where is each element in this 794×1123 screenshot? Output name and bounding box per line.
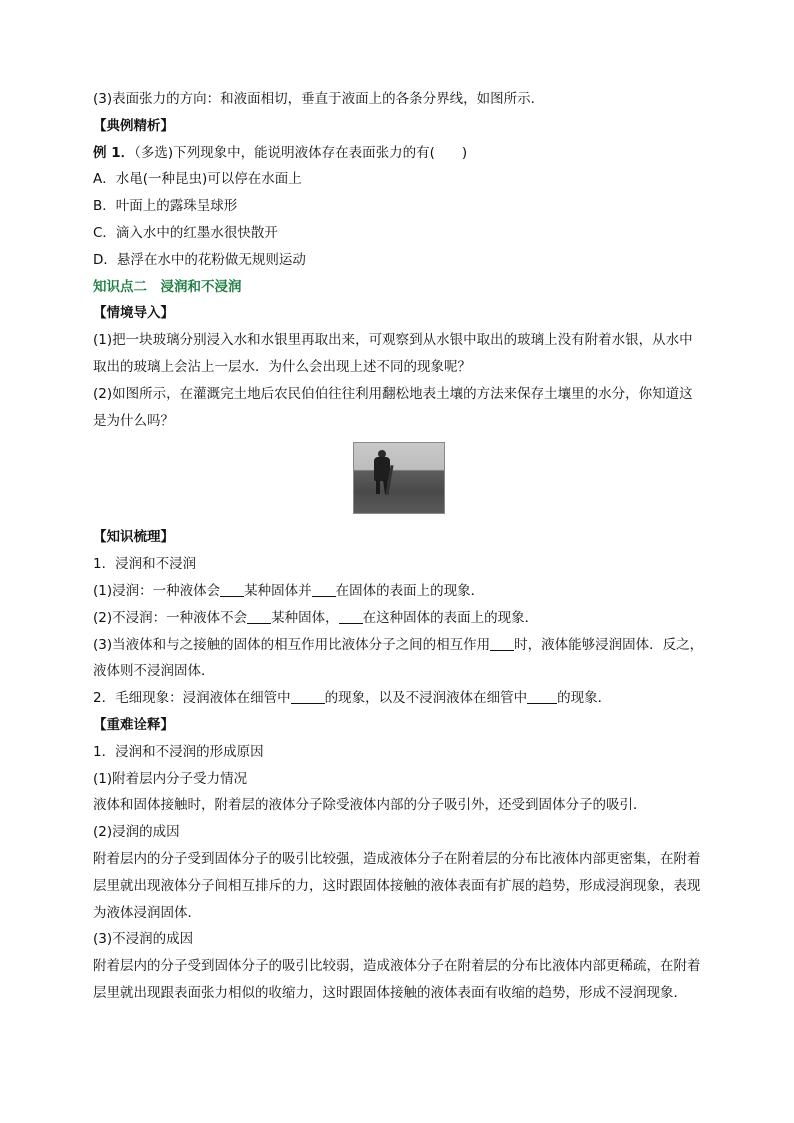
review-p2-text-c: 在这种固体的表面上的现象．	[362, 609, 539, 626]
section-difficult-heading: 【重难诠释】	[93, 716, 174, 733]
review-h2-text-c: 的现象．	[557, 690, 612, 707]
option-b: B．叶面上的露珠呈球形	[93, 198, 238, 215]
review-p2	[93, 605, 705, 632]
review-p1-text-a: (1)浸润：一种液体会	[93, 582, 221, 599]
intro-line: (3)表面张力的方向：和液面相切，垂直于液面上的各条分界线，如图所示．	[93, 91, 545, 107]
fill-blank[interactable]	[312, 582, 336, 597]
review-h2-text-a: 2．毛细现象：浸润液体在细管中	[93, 690, 291, 707]
fill-blank[interactable]	[339, 609, 363, 624]
option-a: A．水黾(一种昆虫)可以停在水面上	[93, 171, 302, 188]
review-p3-text-a: (3)当液体和与之接触的固体的相互作用比液体分子之间的相互作用	[93, 636, 491, 653]
review-p1-text-c: 在固体的表面上的现象．	[335, 582, 485, 599]
fill-blank[interactable]	[220, 582, 244, 597]
review-h2	[93, 685, 705, 712]
option-c: C．滴入水中的红墨水很快散开	[93, 224, 278, 241]
fill-blank[interactable]	[490, 636, 514, 651]
difficult-t3: 附着层内的分子受到固体分子的吸引比较弱，造成液体分子在附着层的分布比液体内部更稀疏，在附着层里就出现跟表面张力相似的收缩力，这时跟固体接触的液体表面有收缩的趋势，形成不浸润现象．	[93, 958, 701, 1001]
farmer-field-photo	[353, 442, 445, 514]
difficult-s2: (2)浸润的成因	[93, 824, 180, 841]
example-stem: （多选)下列现象中，能说明液体存在表面张力的有( )	[134, 144, 468, 161]
review-p2-text-a: (2)不浸润：一种液体不会	[93, 609, 248, 626]
fill-blank[interactable]	[291, 689, 325, 704]
review-p1-text-b: 某种固体并	[244, 582, 312, 599]
example-label: 例 1．	[93, 144, 135, 161]
difficult-h1: 1．浸润和不浸润的形成原因	[93, 743, 264, 760]
difficult-s1: (1)附着层内分子受力情况	[93, 770, 248, 787]
difficult-t1: 液体和固体接触时，附着层的液体分子除受液体内部的分子吸引外，还受到固体分子的吸引．	[93, 797, 647, 814]
figure-container	[93, 442, 705, 514]
review-p3-text-b: 时，液体能够浸润固体．反之，液体则不浸润固体．	[93, 636, 704, 680]
review-p1	[93, 578, 705, 605]
difficult-s3: (3)不浸润的成因	[93, 931, 194, 948]
section-scenario-heading: 【情境导入】	[93, 305, 174, 322]
section-example-heading: 【典例精析】	[93, 117, 174, 134]
section-review-heading: 【知识梳理】	[93, 529, 174, 546]
review-p3	[93, 632, 705, 686]
fill-blank[interactable]	[527, 689, 557, 704]
knowledge-point-heading: 知识点二 浸润和不浸润	[93, 278, 242, 295]
scenario-q1: (1)把一块玻璃分别浸入水和水银里再取出来，可观察到从水银中取出的玻璃上没有附着水银，从水中取出的玻璃上会沾上一层水．为什么会出现上述不同的现象呢？	[93, 332, 693, 375]
option-d: D．悬浮在水中的花粉做无规则运动	[93, 251, 306, 268]
fill-blank[interactable]	[247, 609, 271, 624]
difficult-t2: 附着层内的分子受到固体分子的吸引比较强，造成液体分子在附着层的分布比液体内部更密集，在附着层里就出现液体分子间相互排斥的力，这时跟固体接触的液体表面有扩展的趋势，形成浸润现象，表现为液体浸润固体．	[93, 850, 701, 921]
scenario-q2: (2)如图所示，在灌溉完土地后农民伯伯往往利用翻松地表土壤的方法来保存土壤里的水分，你知道这是为什么吗？	[93, 385, 693, 429]
review-h1: 1．浸润和不浸润	[93, 556, 197, 573]
review-p2-text-b: 某种固体，	[271, 609, 339, 626]
example-question	[93, 140, 705, 167]
document-page	[93, 86, 705, 1007]
review-h2-text-b: 的现象，以及不浸润液体在细管中	[324, 690, 528, 707]
